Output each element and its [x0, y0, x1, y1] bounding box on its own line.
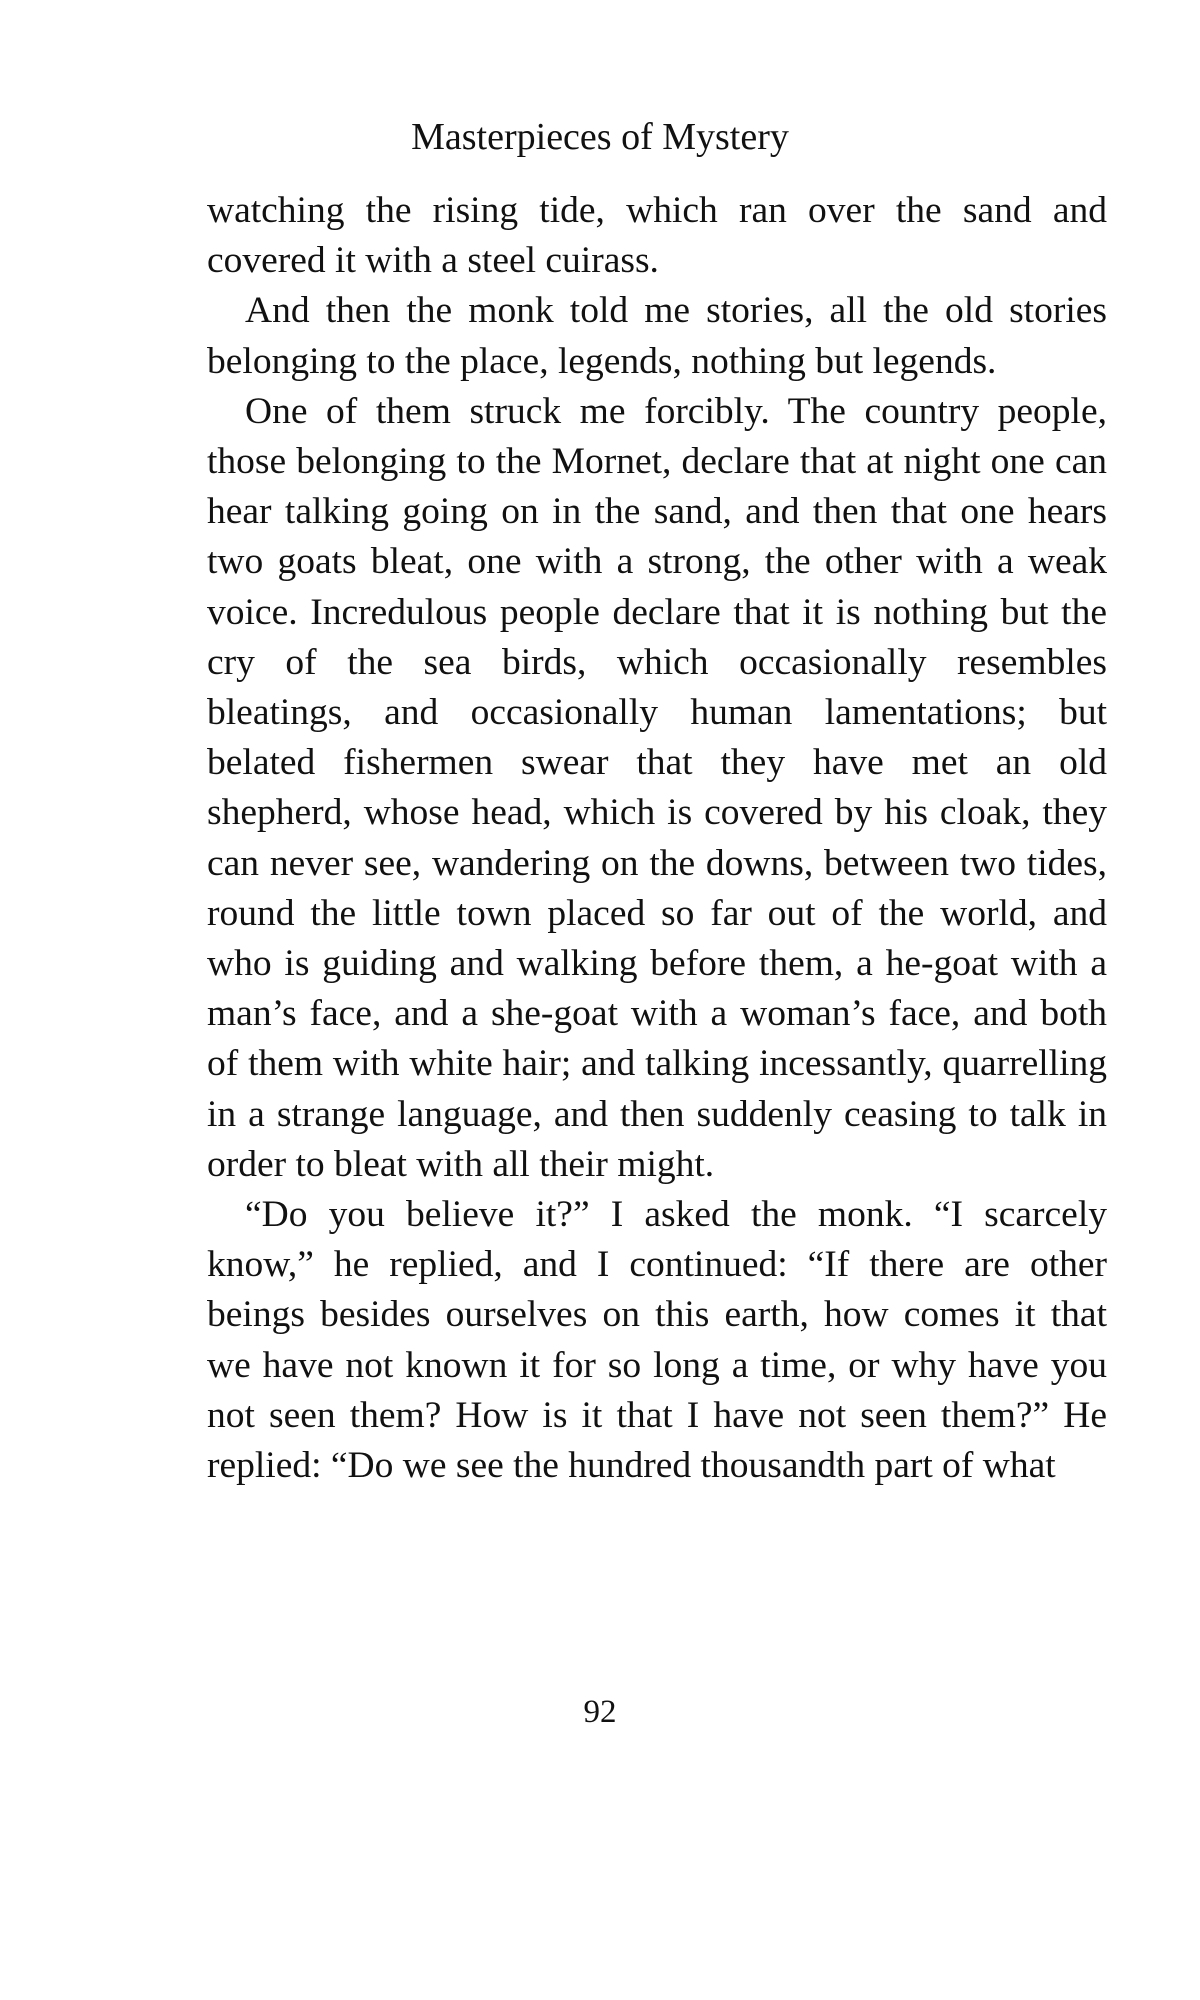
paragraph: One of them struck me forcibly. The country people, those belonging to the Mornet, declare that at night one can hear talking going on in the sand, and then that one hears two goats bleat, one with a strong, the other with a weak voice. Incredulous people declare that it is nothing but the cry of the sea birds, which occasionally resembles bleatings, and occasionally human lamentations; but belated fishermen swear that they have met an old shepherd, whose head, which is covered by his cloak, they can never see, wandering on the downs, between two tides, round the little town placed so far out of the world, and who is guiding and walking before them, a he-goat with a man’s face, and a she-goat with a woman’s face, and both of them with white hair; and talking incessantly, quarrelling in a strange language, and then suddenly ceasing to talk in order to bleat with all their might. [207, 390, 1107, 1185]
running-head: Masterpieces of Mystery [411, 116, 789, 158]
paragraph-continued: watching the rising tide, which ran over the sand and covered it with a steel cuirass. [207, 190, 1107, 282]
paragraph: “Do you believe it?” I asked the monk. “I scarcely know,” he replied, and I continued: “If there are other beings besides ourselves on this earth, how comes it that we have not known it for so long a time, or why have you not seen them? How is it that I have not seen them?” He replied: “Do we see the hundred thousandth part of what [207, 1194, 1107, 1487]
body-text [207, 186, 1107, 1491]
page-number: 92 [583, 1694, 617, 1730]
paragraph: And then the monk told me stories, all the old stories belonging to the place, legends, nothing but legends. [207, 290, 1107, 382]
